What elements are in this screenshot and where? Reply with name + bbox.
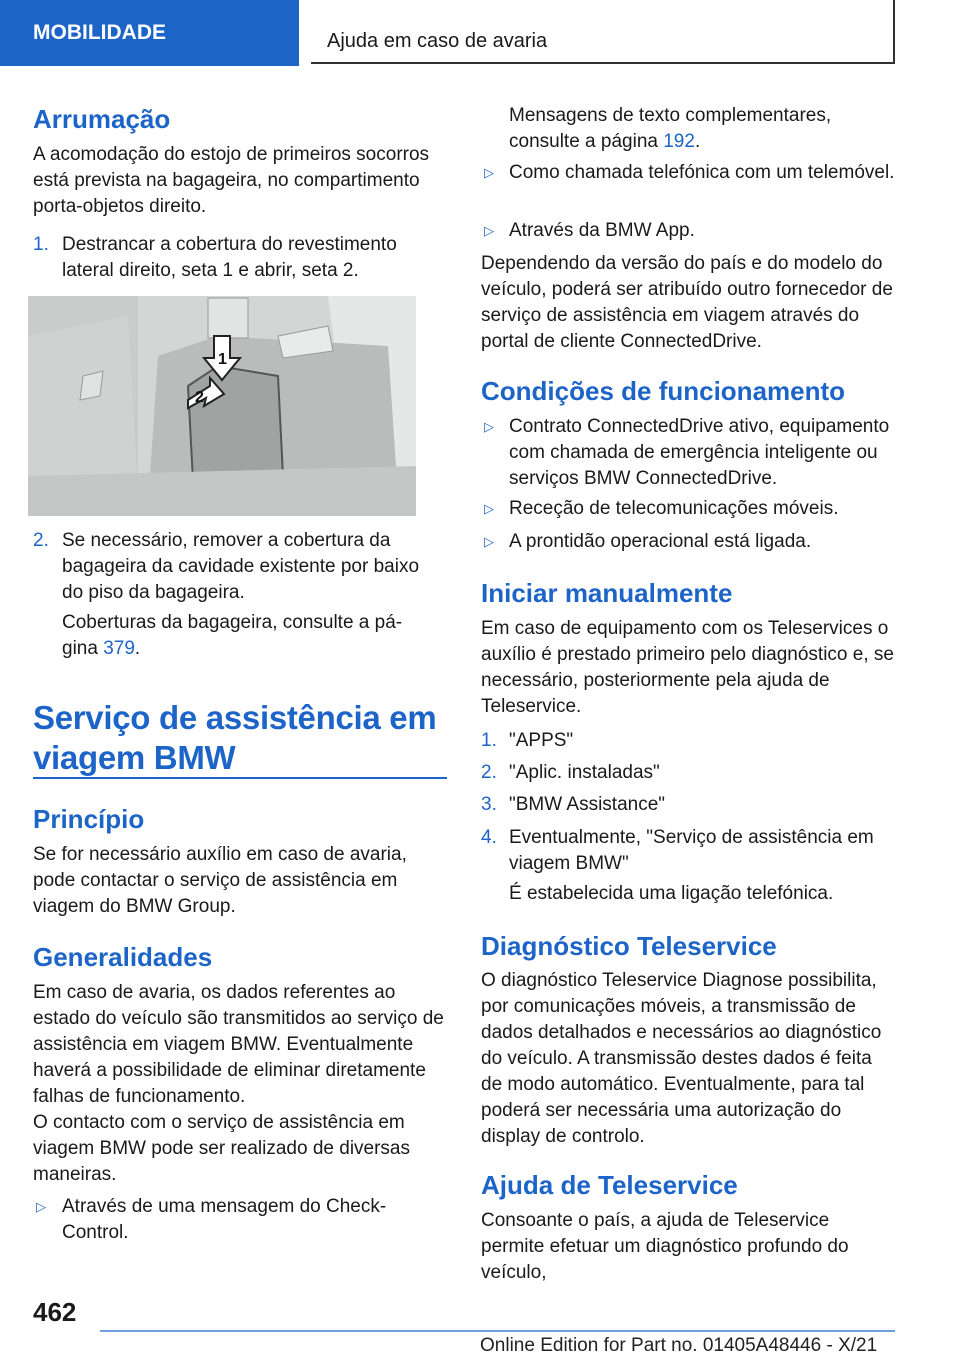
step-text: "APPS" xyxy=(509,730,574,751)
paragraph-contact: O contacto com o serviço de assistência em viagem BMW pode ser realizado de diversas maneiras. xyxy=(33,1112,411,1185)
trunk-illustration xyxy=(28,296,416,516)
bullet-triangle-icon: ▷ xyxy=(484,501,494,516)
bullet-triangle-icon: ▷ xyxy=(484,534,494,549)
trunk-compartment-figure xyxy=(28,296,416,516)
bullet-text: Através da BMW App. xyxy=(509,220,695,241)
xref-text: gina xyxy=(62,638,104,659)
heading-condicoes: Condições de funcionamento xyxy=(481,376,846,406)
step-number: 1. xyxy=(481,730,497,751)
footer-divider xyxy=(100,1330,895,1332)
figure-label-2: 2 xyxy=(195,389,204,406)
bullet-text: Através de uma mensagem do Check-Control. xyxy=(62,1196,387,1243)
step-number: 1. xyxy=(33,234,49,255)
section-tab: MOBILIDADE xyxy=(0,0,299,66)
page-link-192[interactable]: 192 xyxy=(663,131,695,152)
step-text: Destrancar a cobertura do revestimento lateral direito, seta 1 e abrir, seta 2. xyxy=(62,234,397,281)
paragraph-ajuda: Consoante o país, a ajuda de Teleservice permite efetuar um diagnóstico profundo do veículo, xyxy=(481,1210,849,1283)
page-number: 462 xyxy=(33,1297,77,1327)
heading-ajuda: Ajuda de Teleservice xyxy=(481,1170,738,1200)
bullet-triangle-icon: ▷ xyxy=(484,223,494,238)
heading-divider xyxy=(33,777,447,779)
figure-label-1: 1 xyxy=(218,351,227,368)
chapter-title: Ajuda em caso de avaria xyxy=(327,30,548,52)
paragraph-provider: Dependendo da versão do país e do modelo do veículo, poderá ser atribuído outro fornecedor de serviço de assistência em viagem através do portal de cliente ConnectedDrive. xyxy=(481,253,893,352)
xref-period: . xyxy=(694,131,701,152)
heading-arrumacao: Arrumação xyxy=(33,104,171,134)
paragraph-diagnostico: O diagnóstico Teleservice Diagnose possibilita, por comunicações móveis, a transmissão de dados detalhados e necessários ao diagnóstico do veículo. A transmissão destes dados é feita de modo automático. Eventualmente, para tal poderá ser necessária uma autorização do display de controlo. xyxy=(481,970,882,1147)
step-number: 4. xyxy=(481,827,497,848)
bullet-continuation-text: Mensagens de texto complementares, consulte a página xyxy=(509,105,832,152)
bullet-triangle-icon: ▷ xyxy=(484,419,494,434)
heading-line: viagem BMW xyxy=(33,739,236,776)
bullet-triangle-icon: ▷ xyxy=(36,1199,46,1214)
bullet-text: Contrato ConnectedDrive ativo, equipamento com chamada de emergência inteligente ou serviços BMW ConnectedDrive. xyxy=(509,416,890,489)
heading-generalidades: Generalidades xyxy=(33,942,213,972)
step-number: 2. xyxy=(33,530,49,551)
paragraph-principio: Se for necessário auxílio em caso de avaria, pode contactar o serviço de assistência em viagem do BMW Group. xyxy=(33,844,407,917)
bullet-text: Como chamada telefónica com um telemóvel. xyxy=(509,162,895,183)
heading-diagnostico: Diagnóstico Teleservice xyxy=(481,931,777,961)
heading-line: Serviço de assistência em xyxy=(33,699,437,736)
xref-text: Coberturas da bagageira, consulte a pá- xyxy=(62,612,403,633)
page-link-379[interactable]: 379 xyxy=(103,638,135,659)
bullet-text: Receção de telecomunicações móveis. xyxy=(509,498,839,519)
paragraph-generalidades: Em caso de avaria, os dados referentes ao estado do veículo são transmitidos ao serviço de assistência em viagem BMW. Eventualmente haverá a possibilidade de eliminar diretamente falhas de funcionamento. xyxy=(33,982,444,1107)
bullet-triangle-icon: ▷ xyxy=(484,165,494,180)
cross-reference xyxy=(62,610,444,662)
footer-edition: Online Edition for Part no. 01405A48446 - X/21 xyxy=(480,1335,878,1356)
heading-service xyxy=(33,698,436,778)
heading-iniciar: Iniciar manualmente xyxy=(481,578,733,608)
step-text: Eventualmente, "Serviço de assistência em viagem BMW" xyxy=(509,827,874,874)
step-text: "BMW Assistance" xyxy=(509,794,666,815)
step-text: "Aplic. instaladas" xyxy=(509,762,660,783)
step-text: Se necessário, remover a cobertura da bagageira da cavidade existente por baixo do piso da bagageira. xyxy=(62,530,420,603)
paragraph-arrumacao: A acomodação do estojo de primeiros socorros está prevista na bagageira, no compartimento porta-objetos direito. xyxy=(33,144,430,217)
bullet-continuation xyxy=(509,103,895,155)
step-number: 2. xyxy=(481,762,497,783)
step-result: É estabelecida uma ligação telefónica. xyxy=(509,883,834,904)
step-number: 3. xyxy=(481,794,497,815)
bullet-text: A prontidão operacional está ligada. xyxy=(509,531,812,552)
heading-principio: Princípio xyxy=(33,804,145,834)
paragraph-iniciar: Em caso de equipamento com os Teleservices o auxílio é prestado primeiro pelo diagnóstico e, se necessário, posteriormente pela ajuda de Teleservice. xyxy=(481,618,894,717)
chapter-header xyxy=(311,0,895,64)
xref-period: . xyxy=(134,638,141,659)
